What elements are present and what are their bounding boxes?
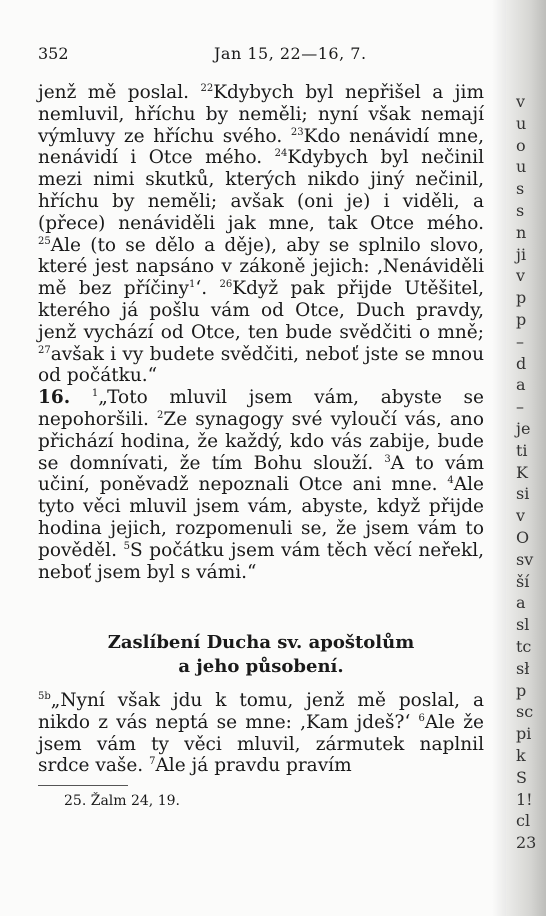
text-run: ‘. [195,278,220,300]
adjacent-page-glyph: je [516,419,531,438]
adjacent-page-glyph: s [516,179,525,199]
adjacent-page-glyph: sł [516,658,530,678]
text-run: Ale já pravdu pravím [155,755,352,777]
paragraph-chapter-16 [38,387,484,583]
adjacent-page-glyph: 23 [516,833,537,853]
verse-number: 23 [290,126,304,138]
adjacent-page-glyph: pi [516,724,532,744]
adjacent-page-glyph: p [516,288,527,308]
adjacent-page-glyph: 1! [516,789,533,809]
verse-number: 4 [447,475,454,487]
adjacent-page-glyph: u [516,113,527,133]
adjacent-page-glyph: ji [516,244,527,264]
adjacent-page-glyph: v [516,92,526,111]
adjacent-page-glyph: u [516,157,527,177]
text-run: A to vám učiní, poněvadž nepoznali Otce ani mne. [38,452,485,496]
verse-number: 2 [157,409,164,421]
chapter-number: 16. [38,387,71,409]
adjacent-page-glyph: cl [516,811,531,831]
adjacent-page-glyph: v [516,506,526,526]
adjacent-page-glyph: ší [516,571,530,591]
adjacent-page-glyph: ti [516,440,528,460]
adjacent-page-glyph: sl [516,615,530,635]
adjacent-page-glyph: a [516,593,526,613]
text-run: Ale (to se dělo a děje), aby se splnilo slovo, které jest napsáno v zákoně jejich: ‚Nenáviděli mě bez příčiny [38,234,484,300]
verse-number: 25 [38,235,51,247]
verse-number: 26 [219,279,233,291]
text-run: Ale že jsem vám ty věci mluvil, zármutek naplnil srdce vaše. [38,711,484,777]
text-run: jenž mě poslal. [38,82,201,103]
main-text-continued [38,690,484,777]
verse-number: 27 [38,344,51,356]
text-run: „Nyní však jdu k tomu, jenž mě poslal, a nikdo z vás neptá se mne: ‚Kam jdeš?‘ [38,690,484,733]
adjacent-page-glyph: sc [516,702,534,722]
verse-number: 3 [384,453,391,465]
verse-number: 6 [418,712,425,724]
verse-number: 22 [200,83,214,94]
adjacent-page-glyph: sv [516,549,534,569]
adjacent-page-glyph: d [516,353,527,373]
text-run: „Toto mluvil jsem vám, abyste se nepohoršili. [38,387,484,430]
adjacent-page-glyph: p [516,680,527,700]
main-text [38,82,484,583]
adjacent-page-glyph: O [516,528,530,547]
adjacent-page-glyph: tc [516,637,532,656]
paragraph-chapter-15 [38,82,484,387]
text-run: Kdybych byl nečinil mezi nimi skutků, kterých nikdo jiný nečinil, hříchu by neměli; avšak (oni je) i viděli, a (přece) nenáviděli jak mne, tak Otce mého. [38,147,484,234]
section-heading-line: a jeho působení. [178,656,344,677]
adjacent-page-glyph: v [516,266,526,286]
footnote-divider [38,785,128,786]
running-head: Jan 15, 22—16, 7. [214,44,367,63]
verse-number: 5 [123,540,130,552]
adjacent-page-glyph: a [516,375,526,395]
verse-number: 1 [91,388,99,400]
verse-number: 24 [274,148,288,160]
section-heading [38,631,484,679]
page-header [38,44,478,66]
text-run: S počátku jsem vám těch věcí neřekl, neboť jsem byl s vámi.“ [38,539,484,583]
adjacent-page-edge [506,0,546,916]
adjacent-page-glyph: K [516,462,528,482]
section-heading-line: Zaslíbení Ducha sv. apoštolům [107,632,415,653]
text-run: Když pak přijde Utěšitel, kterého já pošlu vám od Otce, Duch pravdy, jenž vychází od Otce, ten bude svědčiti o mně; [38,278,484,343]
footnote: 25. Žalm 24, 19. [64,793,180,809]
paragraph-verse-5b [38,690,484,777]
verse-number: 5b [38,691,51,702]
adjacent-page-glyph: si [516,484,530,504]
text-run: Ze synagogy své vyloučí vás, ano přichází hodina, že každý, kdo vás zabije, bude se domnívati, že tím Bohu slouží. [38,408,484,474]
adjacent-page-glyph: s [516,201,525,220]
verse-number: 7 [149,756,156,768]
text-run: avšak i vy budete svědčiti, neboť jste se mnou od počátku.“ [38,343,484,387]
adjacent-page-glyph: – [516,397,524,417]
page-number: 352 [38,44,69,63]
text-run: Ale tyto věci mluvil jsem vám, abyste, když přijde hodina jejich, rozpomenuli se, že jsem vám to pověděl. [38,474,484,561]
adjacent-page-glyph: S [516,767,527,787]
adjacent-page-glyph: k [516,746,526,765]
footnote-marker: 1 [189,279,196,291]
adjacent-page-glyph: o [516,135,526,155]
adjacent-page-glyph: p [516,310,527,329]
text-run: Kdo nenávidí mne, nenávidí i Otce mého. [38,125,484,169]
adjacent-page-glyph: n [516,222,527,242]
text-run: Kdybych byl nepřišel a jim nemluvil, hříchu by neměli; nyní však nemají výmluvy ze hříchu svého. [38,82,484,147]
adjacent-page-glyph: – [516,331,524,351]
